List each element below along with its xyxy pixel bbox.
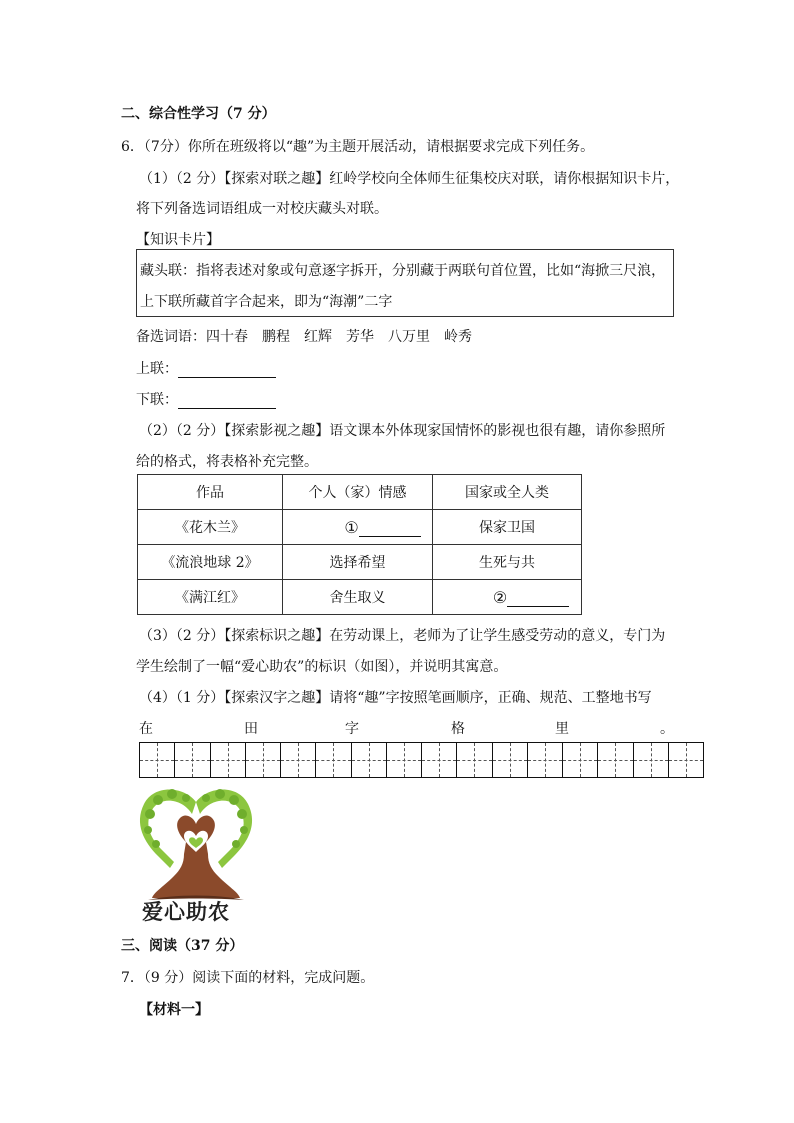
grid-cell[interactable] bbox=[669, 743, 703, 777]
answer-blank-1[interactable] bbox=[359, 522, 421, 537]
table-header: 作品 bbox=[138, 475, 283, 510]
card-text: 藏头联：指将表述对象或句意逐字拆开，分别藏于两联句首位置，比如“海掀三尺浪， bbox=[140, 263, 666, 279]
option-word: 红辉 bbox=[304, 329, 332, 345]
table-cell: 舍生取义 bbox=[283, 580, 433, 615]
table-row bbox=[138, 545, 582, 580]
subquestion-text: （2）（2 分）【探索影视之趣】语文课本外体现家国情怀的影视也很有趣，请你参照所 bbox=[139, 423, 666, 439]
logo-text: 爱心助农 bbox=[142, 900, 230, 924]
table-cell: 生死与共 bbox=[433, 545, 582, 580]
table-header: 个人（家）情感 bbox=[283, 475, 433, 510]
table-row bbox=[138, 580, 582, 615]
grid-instruction-char: 。 bbox=[660, 721, 674, 737]
tianzige-grid[interactable] bbox=[139, 742, 704, 778]
subquestion-text: 将下列备选词语组成一对校庆藏头对联。 bbox=[136, 201, 388, 217]
card-text: 上下联所藏首字合起来，即为“海潮”二字 bbox=[140, 294, 393, 310]
grid-cell[interactable] bbox=[140, 743, 175, 777]
table-cell bbox=[433, 580, 582, 615]
grid-instruction-char: 在 bbox=[139, 721, 153, 737]
table-cell: 保家卫国 bbox=[433, 510, 582, 545]
answer-blank-2[interactable] bbox=[507, 592, 569, 607]
grid-cell[interactable] bbox=[563, 743, 598, 777]
grid-cell[interactable] bbox=[457, 743, 492, 777]
grid-cell[interactable] bbox=[634, 743, 669, 777]
card-title: 【知识卡片】 bbox=[136, 232, 220, 248]
blank-marker: ① bbox=[344, 517, 359, 537]
grid-cell[interactable] bbox=[246, 743, 281, 777]
grid-cell[interactable] bbox=[528, 743, 563, 777]
grid-cell[interactable] bbox=[598, 743, 633, 777]
knowledge-card bbox=[136, 249, 674, 317]
section-title: 二、综合性学习（7 分） bbox=[121, 106, 276, 122]
blank-marker: ② bbox=[492, 587, 508, 607]
table-cell bbox=[283, 510, 433, 545]
subquestion-text: 给的格式，将表格补充完整。 bbox=[136, 454, 318, 470]
grid-cell[interactable] bbox=[175, 743, 210, 777]
table-header: 国家或全人类 bbox=[433, 475, 582, 510]
grid-instruction-char: 田 bbox=[244, 721, 258, 737]
grid-cell[interactable] bbox=[211, 743, 246, 777]
question-stem: 7．（9 分）阅读下面的材料，完成问题。 bbox=[121, 970, 375, 986]
grid-cell[interactable] bbox=[316, 743, 351, 777]
grid-cell[interactable] bbox=[352, 743, 387, 777]
grid-cell[interactable] bbox=[493, 743, 528, 777]
option-word: 鹏程 bbox=[262, 329, 290, 345]
options-label: 备选词语： bbox=[136, 329, 206, 345]
table-header-row bbox=[138, 475, 582, 510]
section-title: 三、阅读（37 分） bbox=[121, 938, 244, 954]
subquestion-text: （4）（1 分）【探索汉字之趣】请将“趣”字按照笔画顺序，正确、规范、工整地书写 bbox=[139, 690, 652, 706]
lower-label: 下联： bbox=[136, 392, 178, 408]
table-cell: 《流浪地球 2》 bbox=[138, 545, 283, 580]
material-label: 【材料一】 bbox=[139, 1002, 209, 1018]
table-cell: 选择希望 bbox=[283, 545, 433, 580]
lower-couplet-row bbox=[136, 389, 276, 409]
grid-instruction-char: 字 bbox=[345, 721, 359, 737]
grid-instruction-char: 格 bbox=[451, 721, 465, 737]
lower-answer-blank[interactable] bbox=[178, 394, 276, 409]
option-word: 四十春 bbox=[206, 329, 248, 345]
grid-cell[interactable] bbox=[387, 743, 422, 777]
upper-label: 上联： bbox=[136, 361, 178, 377]
table-row bbox=[138, 510, 582, 545]
option-word: 芳华 bbox=[346, 329, 374, 345]
grid-cell[interactable] bbox=[281, 743, 316, 777]
subquestion-text: （1）（2 分）【探索对联之趣】红岭学校向全体师生征集校庆对联，请你根据知识卡片， bbox=[139, 171, 680, 187]
table-cell: 《满江红》 bbox=[138, 580, 283, 615]
upper-answer-blank[interactable] bbox=[178, 363, 276, 378]
option-word: 八万里 bbox=[388, 329, 430, 345]
subquestion-text: 学生绘制了一幅“爱心助农”的标识（如图），并说明其寓意。 bbox=[136, 659, 508, 675]
options-row bbox=[136, 326, 472, 346]
question-stem: 6．（7分）你所在班级将以“趣”为主题开展活动，请根据要求完成下列任务。 bbox=[121, 139, 595, 155]
upper-couplet-row bbox=[136, 358, 276, 378]
option-word: 岭秀 bbox=[444, 329, 472, 345]
works-table bbox=[137, 474, 582, 615]
subquestion-text: （3）（2 分）【探索标识之趣】在劳动课上，老师为了让学生感受劳动的意义，专门为 bbox=[139, 628, 666, 644]
table-cell: 《花木兰》 bbox=[138, 510, 283, 545]
grid-instruction-char: 里 bbox=[555, 721, 569, 737]
grid-cell[interactable] bbox=[422, 743, 457, 777]
